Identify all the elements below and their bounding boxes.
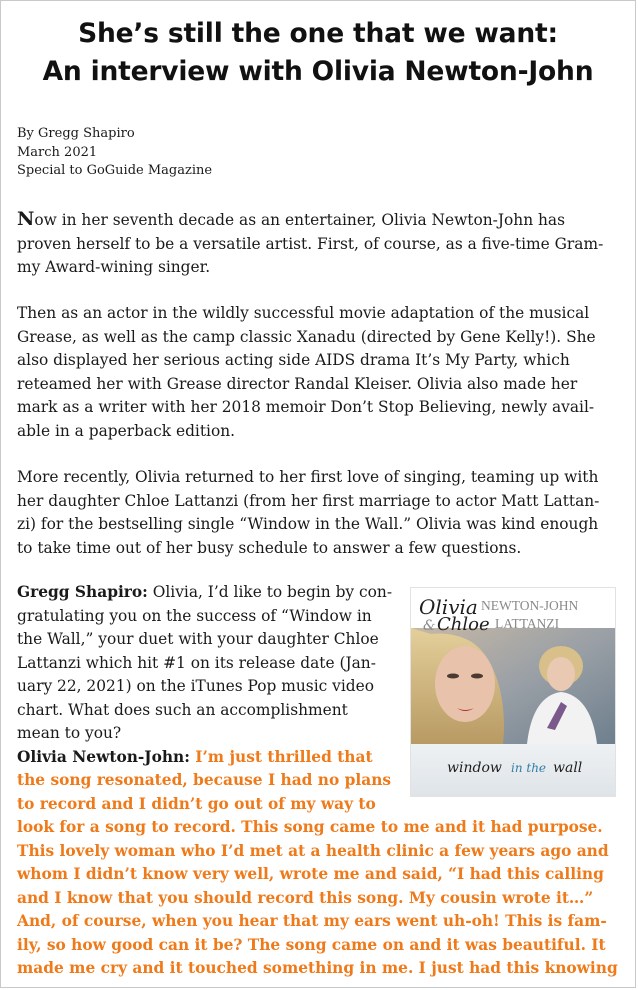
recent-line: to take time out of her busy schedule to answer a few questions. <box>17 538 522 557</box>
recent-paragraph <box>17 466 629 560</box>
answer-line: ily, so how good can it be? The song came on and it was beautiful. It <box>17 935 606 954</box>
artist1-first-name: Olivia <box>419 595 478 619</box>
byline-date: March 2021 <box>17 144 98 160</box>
question-text: Olivia, I’d like to begin by con- <box>147 583 393 601</box>
interviewer-name: Gregg Shapiro: <box>17 583 148 601</box>
answer-line: the song resonated, because I had no plans <box>17 771 392 789</box>
answer-line: to record and I didn’t go out of my way to <box>17 794 376 813</box>
song-title-wall: wall <box>553 760 583 776</box>
answer-line: This lovely woman who I’d met at a health clinic a few years ago and <box>17 841 609 860</box>
answer-line: and I know that you should record this song. My cousin wrote it…” <box>17 888 594 907</box>
ampersand: & <box>423 618 436 634</box>
question-line <box>17 581 629 605</box>
question-line: mean to you? <box>17 724 122 742</box>
career-line: Grease, as well as the camp classic Xanadu (directed by Gene Kelly!). She <box>17 327 596 346</box>
answer-line: whom I didn’t know very well, wrote me and said, “I had this calling <box>17 865 604 883</box>
intro-line: proven herself to be a versatile artist. First, of course, as a five-time Gram- <box>17 234 604 253</box>
intro-paragraph <box>17 208 629 280</box>
intro-line-text: ow in her seventh decade as an entertainer, Olivia Newton-John has <box>34 211 565 229</box>
interviewee-name: Olivia Newton-John: <box>17 747 190 766</box>
byline-publication: Special to GoGuide Magazine <box>17 163 213 178</box>
recent-line: zi) for the bestselling single “Window in the Wall.” Olivia was kind enough <box>17 515 599 533</box>
headline-line-2: An interview with Olivia Newton-John <box>42 56 594 87</box>
artist1-last-name: NEWTON-JOHN <box>481 598 579 613</box>
drop-cap: N <box>17 208 35 230</box>
question-line: chart. What does such an accomplishment <box>17 700 348 719</box>
question-line: uary 22, 2021) on the iTunes Pop music video <box>17 677 374 695</box>
song-title-window: window <box>447 760 502 776</box>
artist2-first-name: Chloe <box>437 614 490 635</box>
answer-text: I’m just thrilled that <box>189 747 373 766</box>
answer-line: look for a song to record. This song came to me and it had purpose. <box>17 818 603 836</box>
answer-line: And, of course, when you hear that my ears went uh-oh! This is fam- <box>17 912 607 930</box>
intro-line <box>17 208 629 233</box>
byline <box>17 125 212 181</box>
recent-line: More recently, Olivia returned to her first love of singing, teaming up with <box>17 468 599 486</box>
career-line: reteamed her with Grease director Randal Kleiser. Olivia also made her <box>17 374 578 393</box>
recent-line: her daughter Chloe Lattanzi (from her first marriage to actor Matt Lattan- <box>17 491 600 510</box>
career-line: mark as a writer with her 2018 memoir Don’t Stop Believing, newly avail- <box>17 398 595 416</box>
article-headline <box>1 15 635 91</box>
question-line: gratulating you on the success of “Window in <box>17 606 372 625</box>
answer-line: made me cry and it touched something in me. I just had this knowing <box>17 959 618 977</box>
intro-line: my Award-wining singer. <box>17 258 211 276</box>
byline-author: By Gregg Shapiro <box>17 126 135 141</box>
career-line: Then as an actor in the wildly successful movie adaptation of the musical <box>17 304 590 322</box>
interview-qa <box>17 581 629 981</box>
song-title-in-the: in the <box>511 761 547 775</box>
question-line: the Wall,” your duet with your daughter Chloe <box>17 630 379 648</box>
question-line: Lattanzi which hit #1 on its release date (Jan- <box>17 653 376 672</box>
career-line: able in a paperback edition. <box>17 421 236 440</box>
answer-line <box>17 746 629 770</box>
career-line: also displayed her serious acting side AIDS drama It’s My Party, which <box>17 351 570 369</box>
career-paragraph <box>17 302 629 443</box>
headline-line-1: She’s still the one that we want: <box>78 18 558 49</box>
artist2-last-name: LATTANZI <box>495 616 560 631</box>
